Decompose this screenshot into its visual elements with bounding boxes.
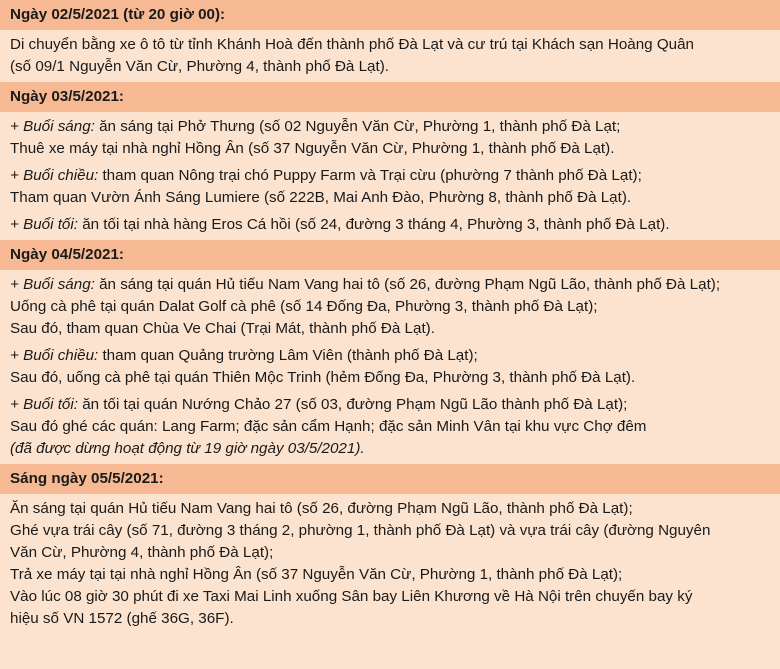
activity-text: Vào lúc 08 giờ 30 phút đi xe Taxi Mai Linh xuống Sân bay Liên Khương về Hà Nội trên chuyến bay ký (10, 588, 693, 605)
activity-block (10, 116, 780, 160)
time-of-day-label: + Buổi chiều: (10, 167, 99, 184)
time-of-day-label: + Buổi chiều: (10, 347, 99, 364)
activity-text: Trả xe máy tại tại nhà nghỉ Hồng Ân (số 37 Nguyễn Văn Cừ, Phường 1, thành phố Đà Lạt); (10, 566, 623, 583)
activity-line (10, 367, 780, 389)
day-section (0, 270, 780, 464)
activity-text: ăn sáng tại Phở Thưng (số 02 Nguyễn Văn Cừ, Phường 1, thành phố Đà Lạt; (94, 118, 621, 135)
activity-text: ăn tối tại quán Nướng Chảo 27 (số 03, đường Phạm Ngũ Lão thành phố Đà Lạt); (77, 396, 628, 413)
time-of-day-label: + Buổi sáng: (10, 118, 95, 135)
activity-text: (số 09/1 Nguyễn Văn Cừ, Phường 4, thành phố Đà Lạt). (10, 58, 389, 75)
activity-line (10, 586, 780, 608)
time-of-day-label: + Buổi tối: (10, 216, 78, 233)
activity-text: hiệu số VN 1572 (ghế 36G, 36F). (10, 610, 234, 627)
activity-text: Văn Cừ, Phường 4, thành phố Đà Lạt); (10, 544, 274, 561)
activity-line (10, 214, 780, 236)
activity-block (10, 214, 780, 236)
activity-text: Tham quan Vườn Ánh Sáng Lumiere (số 222B, Mai Anh Đào, Phường 8, thành phố Đà Lạt). (10, 189, 632, 206)
activity-line (10, 56, 780, 78)
day-section (0, 494, 780, 634)
day-header: Ngày 04/5/2021: (0, 240, 780, 270)
activity-line (10, 165, 780, 187)
closure-note: (đã được dừng hoạt động từ 19 giờ ngày 03/5/2021). (10, 440, 365, 457)
activity-line (10, 394, 780, 416)
activity-line (10, 345, 780, 367)
day-header: Ngày 03/5/2021: (0, 82, 780, 112)
activity-line (10, 274, 780, 296)
activity-line (10, 187, 780, 209)
activity-block (10, 394, 780, 460)
activity-line (10, 520, 780, 542)
activity-line (10, 296, 780, 318)
activity-block (10, 165, 780, 209)
activity-line (10, 564, 780, 586)
activity-block (10, 345, 780, 389)
time-of-day-label: + Buổi tối: (10, 396, 78, 413)
activity-text: tham quan Nông trại chó Puppy Farm và Trại cừu (phường 7 thành phố Đà Lạt); (98, 167, 642, 184)
activity-text: Uống cà phê tại quán Dalat Golf cà phê (số 14 Đống Đa, Phường 3, thành phố Đà Lạt); (10, 298, 598, 315)
activity-line (10, 542, 780, 564)
activity-block (10, 274, 780, 340)
activity-text: Sau đó ghé các quán: Lang Farm; đặc sản cẩm Hạnh; đặc sản Minh Vân tại khu vực Chợ đêm (10, 418, 647, 435)
activity-text: ăn tối tại nhà hàng Eros Cá hồi (số 24, đường 3 tháng 4, Phường 3, thành phố Đà Lạt). (77, 216, 670, 233)
day-section (0, 112, 780, 240)
activity-block (10, 498, 780, 630)
activity-text: Sau đó, uống cà phê tại quán Thiên Mộc Trinh (hẻm Đống Đa, Phường 3, thành phố Đà Lạt). (10, 369, 636, 386)
activity-text: Di chuyển bằng xe ô tô từ tỉnh Khánh Hoà đến thành phố Đà Lạt và cư trú tại Khách sạn Hoàng Quân (10, 36, 694, 53)
activity-text: Ghé vựa trái cây (số 71, đường 3 tháng 2, phường 1, thành phố Đà Lạt) và vựa trái cây (đường Nguyên (10, 522, 711, 539)
activity-line (10, 318, 780, 340)
activity-line (10, 416, 780, 438)
activity-text: Ăn sáng tại quán Hủ tiếu Nam Vang hai tô (số 26, đường Phạm Ngũ Lão, thành phố Đà Lạt); (10, 500, 633, 517)
activity-line (10, 498, 780, 520)
activity-block (10, 34, 780, 78)
day-header: Ngày 02/5/2021 (từ 20 giờ 00): (0, 0, 780, 30)
day-header: Sáng ngày 05/5/2021: (0, 464, 780, 494)
activity-text: Thuê xe máy tại nhà nghỉ Hồng Ân (số 37 Nguyễn Văn Cừ, Phường 1, thành phố Đà Lạt). (10, 140, 615, 157)
day-section (0, 30, 780, 82)
activity-line (10, 608, 780, 630)
time-of-day-label: + Buổi sáng: (10, 276, 95, 293)
activity-line (10, 116, 780, 138)
activity-text: Sau đó, tham quan Chùa Ve Chai (Trại Mát, thành phố Đà Lạt). (10, 320, 435, 337)
activity-text: tham quan Quảng trường Lâm Viên (thành phố Đà Lạt); (98, 347, 478, 364)
activity-line (10, 138, 780, 160)
activity-text: ăn sáng tại quán Hủ tiếu Nam Vang hai tô (số 26, đường Phạm Ngũ Lão, thành phố Đà Lạt); (94, 276, 721, 293)
activity-line (10, 34, 780, 56)
